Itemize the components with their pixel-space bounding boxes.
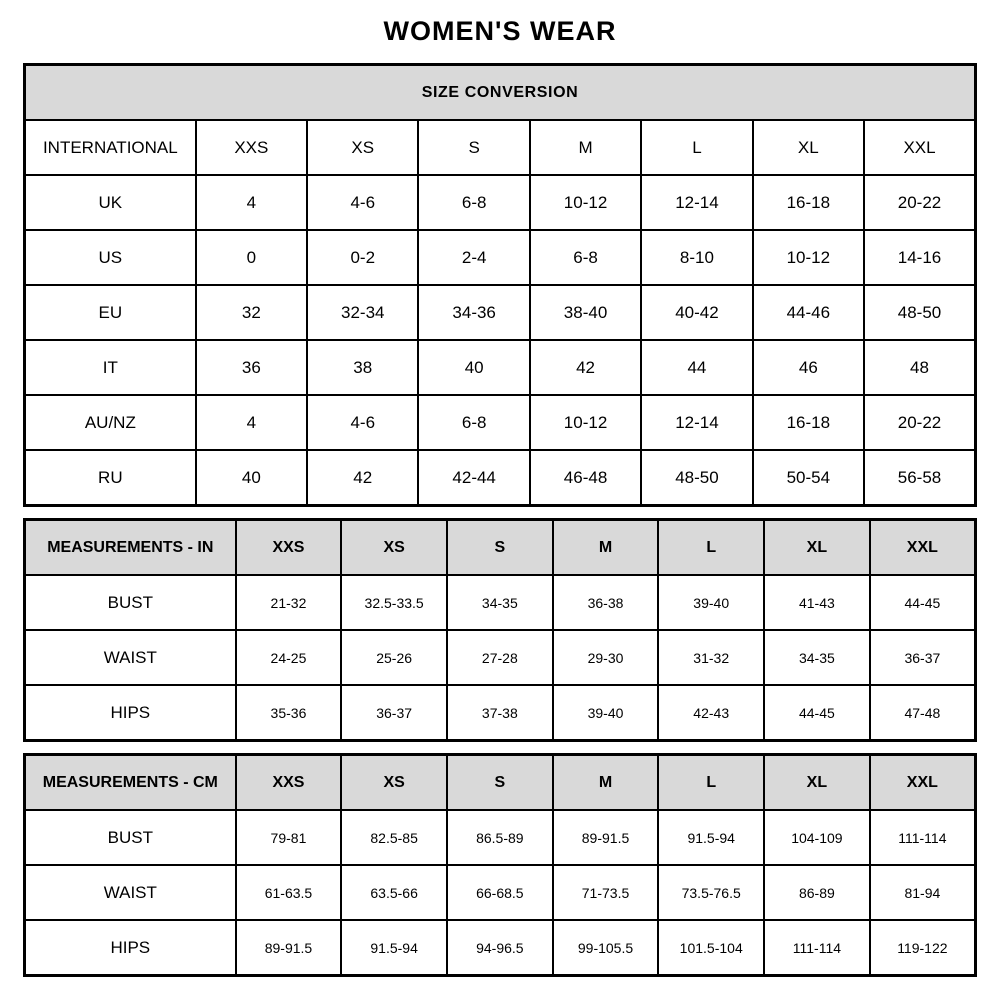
size-column-header: XL: [753, 120, 864, 175]
value-cell: 16-18: [753, 175, 864, 230]
value-cell: 4: [196, 395, 307, 450]
value-cell: 6-8: [418, 175, 529, 230]
size-column-header: S: [418, 120, 529, 175]
data-row: [25, 395, 976, 450]
value-cell: 101.5-104: [658, 920, 764, 976]
value-cell: 6-8: [530, 230, 641, 285]
value-cell: 21-32: [236, 575, 342, 630]
row-label: US: [25, 230, 196, 285]
data-row: [25, 575, 976, 630]
value-cell: 38-40: [530, 285, 641, 340]
value-cell: 40: [418, 340, 529, 395]
value-cell: 14-16: [864, 230, 975, 285]
row-label: WAIST: [25, 630, 236, 685]
data-row: [25, 285, 976, 340]
value-cell: 29-30: [553, 630, 659, 685]
value-cell: 10-12: [753, 230, 864, 285]
value-cell: 36-37: [341, 685, 447, 741]
value-cell: 32: [196, 285, 307, 340]
value-cell: 10-12: [530, 175, 641, 230]
row-label: EU: [25, 285, 196, 340]
data-row: [25, 175, 976, 230]
size-column-header: XXL: [870, 755, 976, 811]
size-column-header: S: [447, 520, 553, 576]
value-cell: 25-26: [341, 630, 447, 685]
row-label: UK: [25, 175, 196, 230]
value-cell: 34-35: [764, 630, 870, 685]
value-cell: 40: [196, 450, 307, 506]
value-cell: 34-36: [418, 285, 529, 340]
value-cell: 119-122: [870, 920, 976, 976]
data-row: [25, 340, 976, 395]
value-cell: 12-14: [641, 395, 752, 450]
size-column-header: XS: [307, 120, 418, 175]
data-row: [25, 630, 976, 685]
row-label: IT: [25, 340, 196, 395]
value-cell: 46: [753, 340, 864, 395]
size-column-header: XXS: [236, 755, 342, 811]
data-row: [25, 810, 976, 865]
value-cell: 20-22: [864, 175, 975, 230]
table-caption-row: [25, 65, 976, 121]
value-cell: 66-68.5: [447, 865, 553, 920]
value-cell: 10-12: [530, 395, 641, 450]
value-cell: 86-89: [764, 865, 870, 920]
size-column-header: XXS: [196, 120, 307, 175]
value-cell: 63.5-66: [341, 865, 447, 920]
value-cell: 40-42: [641, 285, 752, 340]
measurements-cm-table: [23, 753, 977, 977]
value-cell: 35-36: [236, 685, 342, 741]
value-cell: 42: [307, 450, 418, 506]
measurements-in-table: [23, 518, 977, 742]
value-cell: 111-114: [764, 920, 870, 976]
value-cell: 91.5-94: [658, 810, 764, 865]
value-cell: 0: [196, 230, 307, 285]
data-row: [25, 230, 976, 285]
size-column-header: M: [553, 755, 659, 811]
value-cell: 8-10: [641, 230, 752, 285]
size-column-header: M: [553, 520, 659, 576]
value-cell: 91.5-94: [341, 920, 447, 976]
header-row: [25, 520, 976, 576]
value-cell: 48: [864, 340, 975, 395]
value-cell: 12-14: [641, 175, 752, 230]
value-cell: 46-48: [530, 450, 641, 506]
value-cell: 73.5-76.5: [658, 865, 764, 920]
row-label: HIPS: [25, 920, 236, 976]
size-column-header: XXL: [870, 520, 976, 576]
value-cell: 47-48: [870, 685, 976, 741]
row-group-header: INTERNATIONAL: [25, 120, 196, 175]
header-row: [25, 755, 976, 811]
value-cell: 71-73.5: [553, 865, 659, 920]
value-cell: 32.5-33.5: [341, 575, 447, 630]
value-cell: 4-6: [307, 175, 418, 230]
value-cell: 39-40: [658, 575, 764, 630]
size-column-header: L: [641, 120, 752, 175]
value-cell: 31-32: [658, 630, 764, 685]
data-row: [25, 920, 976, 976]
value-cell: 56-58: [864, 450, 975, 506]
row-label: BUST: [25, 575, 236, 630]
value-cell: 4: [196, 175, 307, 230]
value-cell: 42: [530, 340, 641, 395]
value-cell: 20-22: [864, 395, 975, 450]
row-label: HIPS: [25, 685, 236, 741]
value-cell: 44: [641, 340, 752, 395]
row-label: AU/NZ: [25, 395, 196, 450]
value-cell: 94-96.5: [447, 920, 553, 976]
size-column-header: L: [658, 755, 764, 811]
value-cell: 0-2: [307, 230, 418, 285]
value-cell: 42-44: [418, 450, 529, 506]
value-cell: 86.5-89: [447, 810, 553, 865]
value-cell: 38: [307, 340, 418, 395]
value-cell: 104-109: [764, 810, 870, 865]
value-cell: 48-50: [864, 285, 975, 340]
size-column-header: XXL: [864, 120, 975, 175]
value-cell: 36-37: [870, 630, 976, 685]
row-group-header: MEASUREMENTS - IN: [25, 520, 236, 576]
table-caption: SIZE CONVERSION: [25, 65, 976, 121]
value-cell: 81-94: [870, 865, 976, 920]
value-cell: 44-45: [764, 685, 870, 741]
value-cell: 16-18: [753, 395, 864, 450]
value-cell: 24-25: [236, 630, 342, 685]
size-column-header: S: [447, 755, 553, 811]
row-label: RU: [25, 450, 196, 506]
row-label: WAIST: [25, 865, 236, 920]
data-row: [25, 685, 976, 741]
row-label: BUST: [25, 810, 236, 865]
size-chart-page: [23, 0, 977, 977]
value-cell: 36: [196, 340, 307, 395]
value-cell: 99-105.5: [553, 920, 659, 976]
value-cell: 6-8: [418, 395, 529, 450]
value-cell: 34-35: [447, 575, 553, 630]
value-cell: 44-45: [870, 575, 976, 630]
size-column-header: L: [658, 520, 764, 576]
page-title: WOMEN'S WEAR: [383, 16, 617, 46]
value-cell: 32-34: [307, 285, 418, 340]
value-cell: 61-63.5: [236, 865, 342, 920]
value-cell: 50-54: [753, 450, 864, 506]
value-cell: 89-91.5: [236, 920, 342, 976]
value-cell: 37-38: [447, 685, 553, 741]
size-column-header: XS: [341, 520, 447, 576]
value-cell: 89-91.5: [553, 810, 659, 865]
size-column-header: XS: [341, 755, 447, 811]
data-row: [25, 865, 976, 920]
value-cell: 79-81: [236, 810, 342, 865]
value-cell: 82.5-85: [341, 810, 447, 865]
size-column-header: XL: [764, 755, 870, 811]
size-column-header: XXS: [236, 520, 342, 576]
value-cell: 2-4: [418, 230, 529, 285]
value-cell: 36-38: [553, 575, 659, 630]
value-cell: 111-114: [870, 810, 976, 865]
header-row: [25, 120, 976, 175]
value-cell: 44-46: [753, 285, 864, 340]
size-column-header: M: [530, 120, 641, 175]
value-cell: 27-28: [447, 630, 553, 685]
size-conversion-table: [23, 63, 977, 507]
size-column-header: XL: [764, 520, 870, 576]
value-cell: 41-43: [764, 575, 870, 630]
value-cell: 48-50: [641, 450, 752, 506]
value-cell: 4-6: [307, 395, 418, 450]
value-cell: 39-40: [553, 685, 659, 741]
data-row: [25, 450, 976, 506]
row-group-header: MEASUREMENTS - CM: [25, 755, 236, 811]
value-cell: 42-43: [658, 685, 764, 741]
